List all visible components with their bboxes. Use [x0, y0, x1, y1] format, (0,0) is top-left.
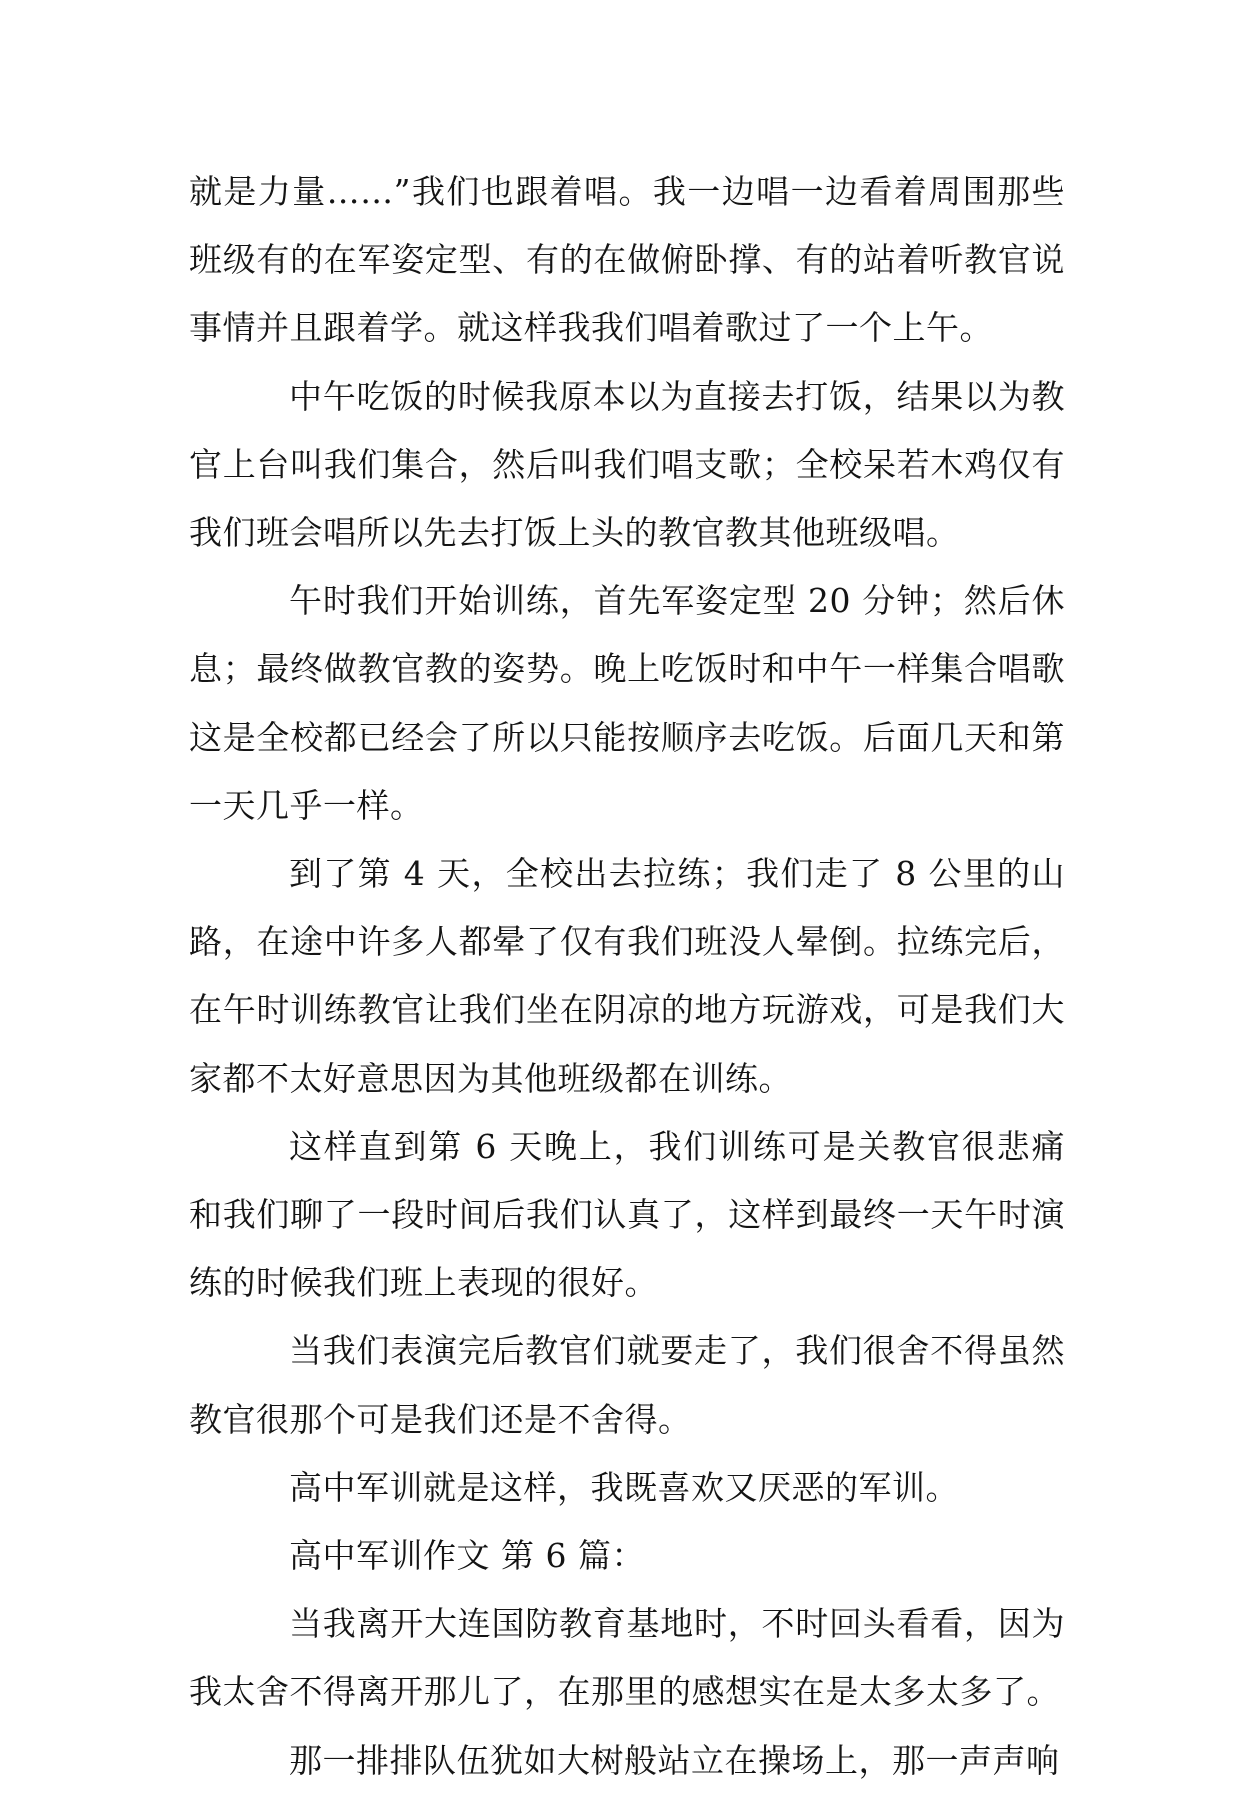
paragraph: 中午吃饭的时候我原本以为直接去打饭，结果以为教官上台叫我们集合，然后叫我们唱支歌；全校呆若木鸡仅有我们班会唱所以先去打饭上头的教官教其他班级唱。 — [189, 376, 1065, 553]
paragraph: 当我们表演完后教官们就要走了，我们很舍不得虽然教官很那个可是我们还是不舍得。 — [189, 1331, 1065, 1439]
paragraph: 那一排排队伍犹如大树般站立在操场上，那一声声响 — [289, 1740, 1060, 1780]
paragraph: 午时我们开始训练，首先军姿定型 20 分钟；然后休息；最终做教官教的姿势。晚上吃饭时和中午一样集合唱歌这是全校都已经会了所以只能按顺序去吃饭。后面几天和第一天几乎一样。 — [189, 581, 1065, 825]
document-body — [189, 158, 1065, 1795]
paragraph: 高中军训就是这样，我既喜欢又厌恶的军训。 — [289, 1467, 959, 1507]
paragraph: 这样直到第 6 天晚上，我们训练可是关教官很悲痛和我们聊了一段时间后我们认真了，这样到最终一天午时演练的时候我们班上表现的很好。 — [189, 1126, 1065, 1303]
paragraph: 到了第 4 天，全校出去拉练；我们走了 8 公里的山路，在途中许多人都晕了仅有我们班没人晕倒。拉练完后，在午时训练教官让我们坐在阴凉的地方玩游戏，可是我们大家都不太好意思因为其他班级都在训练。 — [189, 854, 1065, 1098]
paragraph: 当我离开大连国防教育基地时，不时回头看看，因为我太舍不得离开那儿了，在那里的感想实在是太多太多了。 — [189, 1604, 1065, 1712]
paragraph: 就是力量……”我们也跟着唱。我一边唱一边看着周围那些班级有的在军姿定型、有的在做俯卧撑、有的站着听教官说事情并且跟着学。就这样我我们唱着歌过了一个上午。 — [189, 172, 1065, 348]
section-heading: 高中军训作文 第 6 篇： — [289, 1536, 645, 1576]
